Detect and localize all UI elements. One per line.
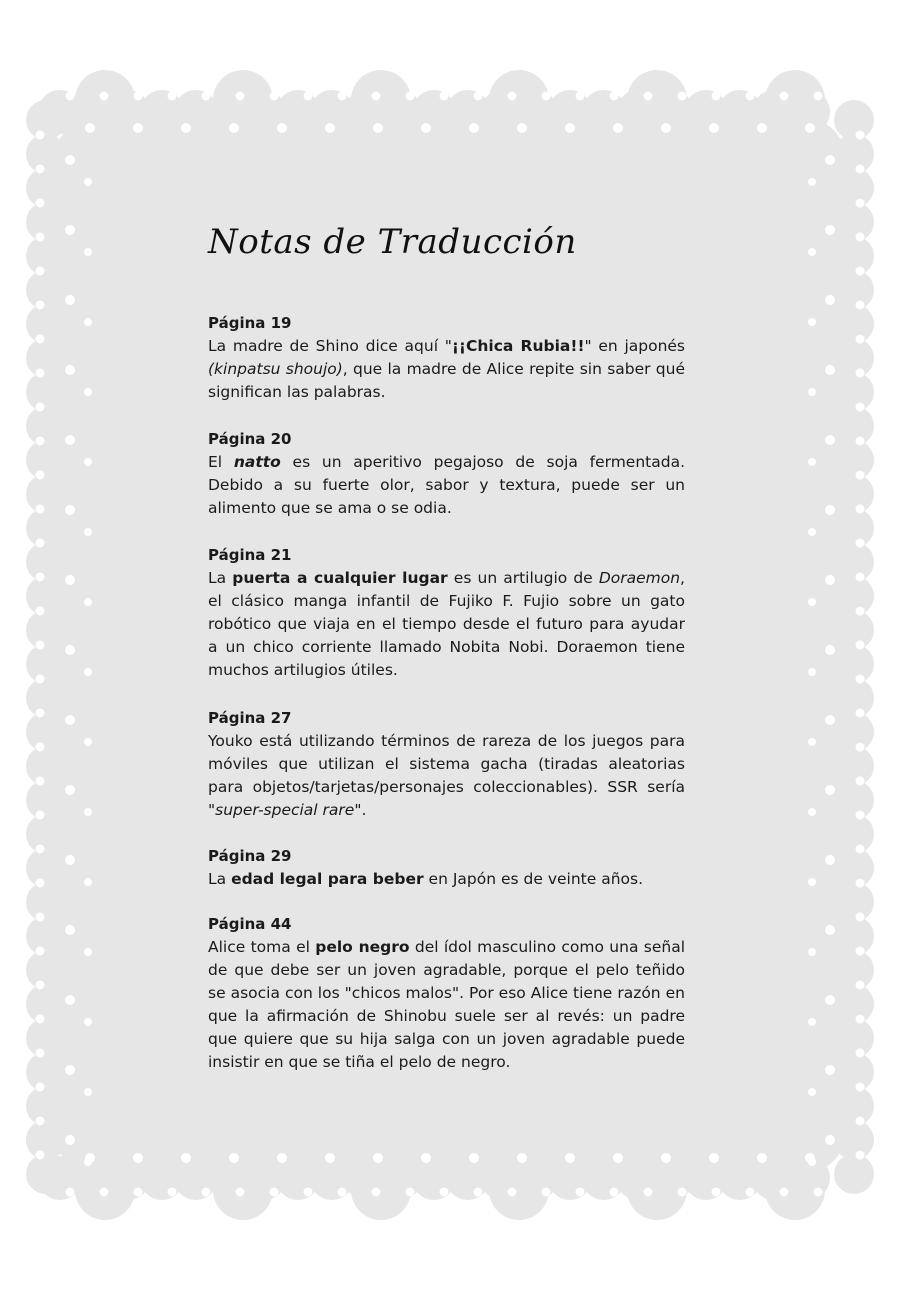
note [208,312,685,404]
frame-hole [856,335,865,344]
frame-hole [36,573,45,582]
frame-hole [133,1153,143,1163]
frame-hole [805,123,815,133]
frame-hole [100,1188,109,1197]
frame-hole [421,123,431,133]
frame-hole [84,1018,92,1026]
frame-hole [808,1158,816,1166]
frame-hole [825,155,835,165]
note-text-run: La madre de Shino dice aquí " [208,337,452,355]
note-body [208,868,685,891]
frame-hole [808,458,816,466]
frame-hole [644,1188,653,1197]
frame-hole [757,1153,767,1163]
frame-hole [36,199,45,208]
frame-hole [825,995,835,1005]
frame-hole [229,123,239,133]
frame-hole [134,92,143,101]
frame-hole [825,1065,835,1075]
note-text-run: " en japonés [584,337,686,355]
frame-hole [856,947,865,956]
frame-hole [565,123,575,133]
frame-hole [168,92,177,101]
note-text-run: natto [233,453,281,471]
frame-hole [814,1188,823,1197]
frame-hole [66,1188,75,1197]
frame-hole [84,808,92,816]
frame-hole [856,1117,865,1126]
frame-hole [65,1065,75,1075]
frame-hole [661,1153,671,1163]
frame-hole [84,878,92,886]
frame-hole [808,598,816,606]
frame-hole [856,1049,865,1058]
frame-hole [36,471,45,480]
frame-hole [808,528,816,536]
frame-hole [825,1135,835,1145]
frame-hole [440,92,449,101]
frame-hole [808,668,816,676]
frame-hole [65,365,75,375]
frame-hole [36,369,45,378]
frame-hole [84,388,92,396]
frame-hole [856,301,865,310]
frame-hole [84,668,92,676]
frame-hole [856,913,865,922]
note-text-run: Doraemon [598,569,681,587]
frame-hole [65,225,75,235]
frame-hole [856,675,865,684]
frame-hole [202,1188,211,1197]
frame-hole [825,645,835,655]
frame-hole [780,1188,789,1197]
frame-hole [338,1188,347,1197]
frame-hole [36,1015,45,1024]
frame-hole [65,295,75,305]
frame-hole [508,1188,517,1197]
frame-hole [84,948,92,956]
frame-hole [678,1188,687,1197]
note-text-run: pelo negro [315,938,410,956]
frame-hole [808,178,816,186]
frame-hole [65,435,75,445]
frame-hole [36,675,45,684]
frame-hole [229,1153,239,1163]
frame-hole [84,1088,92,1096]
frame-hole [202,92,211,101]
note [208,913,685,1074]
frame-hole [712,1188,721,1197]
note [208,845,685,891]
frame-hole [825,435,835,445]
note-text-run: , el clásico manga infantil de Fujiko F. Fujio sobre un gato robótico que viaja en el tiempo desde el futuro para ayudar a un chico corriente llamado Nobita Nobi. Doraemon tiene muchos artilugios útiles. [208,569,685,679]
note-text-run: es un aperitivo pegajoso de soja fermentada. Debido a su fuerte olor, sabor y textura, puede ser un alimento que se ama o se odia. [208,453,686,517]
frame-hole [825,575,835,585]
frame-hole [36,1049,45,1058]
note-text-run: El [208,453,234,471]
frame-hole [325,123,335,133]
frame-hole [474,92,483,101]
frame-hole [856,505,865,514]
frame-hole [576,1188,585,1197]
frame-hole [613,123,623,133]
frame-hole [644,92,653,101]
frame-hole [856,709,865,718]
frame-hole [678,92,687,101]
frame-hole [825,785,835,795]
frame-hole [36,335,45,344]
frame-hole [372,92,381,101]
frame-hole [613,1153,623,1163]
note-text-run: La [208,569,233,587]
frame-hole [36,505,45,514]
frame-scallop [489,70,549,130]
frame-hole [808,1088,816,1096]
frame-hole [65,575,75,585]
frame-hole [84,458,92,466]
frame-hole [469,123,479,133]
frame-hole [856,471,865,480]
frame-hole [825,295,835,305]
frame-hole [66,92,75,101]
frame-hole [825,925,835,935]
frame-hole [270,92,279,101]
frame-hole [856,607,865,616]
frame-hole [856,131,865,140]
frame-hole [825,855,835,865]
frame-hole [856,1151,865,1160]
frame-hole [825,505,835,515]
frame-hole [373,123,383,133]
frame-hole [576,92,585,101]
frame-hole [517,123,527,133]
frame-hole [856,369,865,378]
frame-hole [36,267,45,276]
frame-hole [36,743,45,752]
frame-hole [406,1188,415,1197]
frame-scallop [627,70,687,130]
frame-hole [36,301,45,310]
frame-hole [757,123,767,133]
page-title: Notas de Traducción [208,222,577,262]
frame-hole [181,1153,191,1163]
frame-hole [373,1153,383,1163]
frame-hole [856,267,865,276]
frame-hole [36,981,45,990]
frame-scallop [351,1160,411,1220]
frame-hole [36,1117,45,1126]
frame-hole [856,1083,865,1092]
frame-hole [440,1188,449,1197]
frame-hole [709,1153,719,1163]
frame-hole [236,1188,245,1197]
frame-hole [36,1151,45,1160]
frame-hole [277,1153,287,1163]
frame-hole [780,92,789,101]
frame-hole [65,1135,75,1145]
frame-hole [856,539,865,548]
note-page-label: Página 21 [208,546,292,564]
frame-hole [65,785,75,795]
frame-hole [808,878,816,886]
frame-hole [712,92,721,101]
frame-hole [746,1188,755,1197]
frame-hole [65,715,75,725]
frame-scallop [834,1154,874,1194]
frame-hole [65,995,75,1005]
frame-hole [856,845,865,854]
frame-hole [709,123,719,133]
note-text-run: , que la madre de Alice repite sin saber qué significan las palabras. [208,360,685,401]
frame-hole [134,1188,143,1197]
frame-hole [36,607,45,616]
frame-hole [856,403,865,412]
frame-hole [610,1188,619,1197]
note [208,428,685,520]
note-text-run: edad legal para beber [231,870,424,888]
frame-hole [610,92,619,101]
frame-hole [508,92,517,101]
frame-scallop [213,70,273,130]
frame-hole [856,437,865,446]
frame-scallop [489,1160,549,1220]
frame-hole [304,1188,313,1197]
frame-hole [270,1188,279,1197]
frame-hole [808,808,816,816]
note-body [208,936,685,1074]
frame-hole [65,855,75,865]
frame-hole [85,123,95,133]
note-text-run: del ídol masculino como una señal de que debe ser un joven agradable, porque el pelo teñido se asocia con los "chicos malos". Por eso Alice tiene razón en que la afirmación de Shinobu suele ser al revés: un padre que quiere que su hija salga con un joven agradable puede insistir en que se tiña el pelo de negro. [208,938,685,1071]
frame-hole [133,123,143,133]
frame-hole [36,165,45,174]
frame-hole [542,1188,551,1197]
frame-hole [814,92,823,101]
frame-hole [808,738,816,746]
frame-hole [808,1018,816,1026]
frame-hole [808,248,816,256]
note-text-run: Alice toma el [208,938,316,956]
frame-hole [36,403,45,412]
frame-hole [856,743,865,752]
note-page-label: Página 20 [208,430,292,448]
note-body [208,567,685,682]
frame-hole [406,92,415,101]
frame-hole [856,811,865,820]
frame-hole [825,225,835,235]
frame-hole [36,913,45,922]
frame-hole [856,165,865,174]
frame-hole [856,777,865,786]
frame-hole [421,1153,431,1163]
note-body [208,335,685,404]
frame-hole [808,948,816,956]
frame-hole [808,318,816,326]
frame-hole [825,365,835,375]
frame-hole [65,505,75,515]
frame-hole [36,777,45,786]
frame-hole [65,155,75,165]
frame-hole [36,1083,45,1092]
frame-hole [338,92,347,101]
frame-hole [856,981,865,990]
frame-hole [84,1158,92,1166]
frame-hole [325,1153,335,1163]
frame-hole [304,92,313,101]
frame-hole [856,199,865,208]
frame-hole [65,925,75,935]
frame-scallop [26,1154,66,1194]
frame-hole [181,123,191,133]
note-text-run: en Japón es de veinte años. [423,870,644,888]
frame-hole [100,92,109,101]
frame-hole [36,709,45,718]
frame-hole [469,1153,479,1163]
frame-hole [84,528,92,536]
frame-hole [372,1188,381,1197]
frame-hole [236,92,245,101]
frame-hole [168,1188,177,1197]
note-text-run: es un artilugio de [447,569,599,587]
note-text-run: (kinpatsu shoujo) [208,360,343,378]
frame-hole [542,92,551,101]
frame-hole [825,715,835,725]
frame-hole [36,641,45,650]
note-body [208,451,685,520]
frame-hole [808,388,816,396]
frame-hole [36,947,45,956]
note-text-run: ¡¡Chica Rubia!! [451,337,585,355]
frame-hole [65,645,75,655]
frame-hole [856,573,865,582]
frame-hole [84,248,92,256]
frame-hole [84,178,92,186]
frame-hole [36,539,45,548]
note [208,544,685,682]
frame-hole [856,879,865,888]
note-page-label: Página 29 [208,847,292,865]
frame-hole [36,845,45,854]
frame-hole [84,318,92,326]
note-text-run: Youko está utilizando términos de rareza de los juegos para móviles que utilizan el sistema gacha (tiradas aleatorias para objetos/tarjetas/personajes coleccionables). SSR sería " [208,732,685,819]
frame-scallop [351,70,411,130]
note-page-label: Página 44 [208,915,292,933]
frame-hole [517,1153,527,1163]
frame-hole [856,1015,865,1024]
frame-hole [856,233,865,242]
note-text-run: super-special rare [215,801,355,819]
frame-hole [565,1153,575,1163]
note-text-run: ". [354,801,367,819]
frame-hole [856,641,865,650]
frame-hole [277,123,287,133]
frame-hole [84,738,92,746]
frame-hole [36,233,45,242]
note-page-label: Página 27 [208,709,292,727]
frame-hole [84,598,92,606]
frame-hole [36,811,45,820]
frame-hole [746,92,755,101]
frame-hole [474,1188,483,1197]
note-text-run: puerta a cualquier lugar [232,569,448,587]
frame-hole [661,123,671,133]
note [208,707,685,822]
frame-hole [36,131,45,140]
note-body [208,730,685,822]
note-page-label: Página 19 [208,314,292,332]
note-text-run: La [208,870,232,888]
frame-hole [36,437,45,446]
frame-hole [36,879,45,888]
